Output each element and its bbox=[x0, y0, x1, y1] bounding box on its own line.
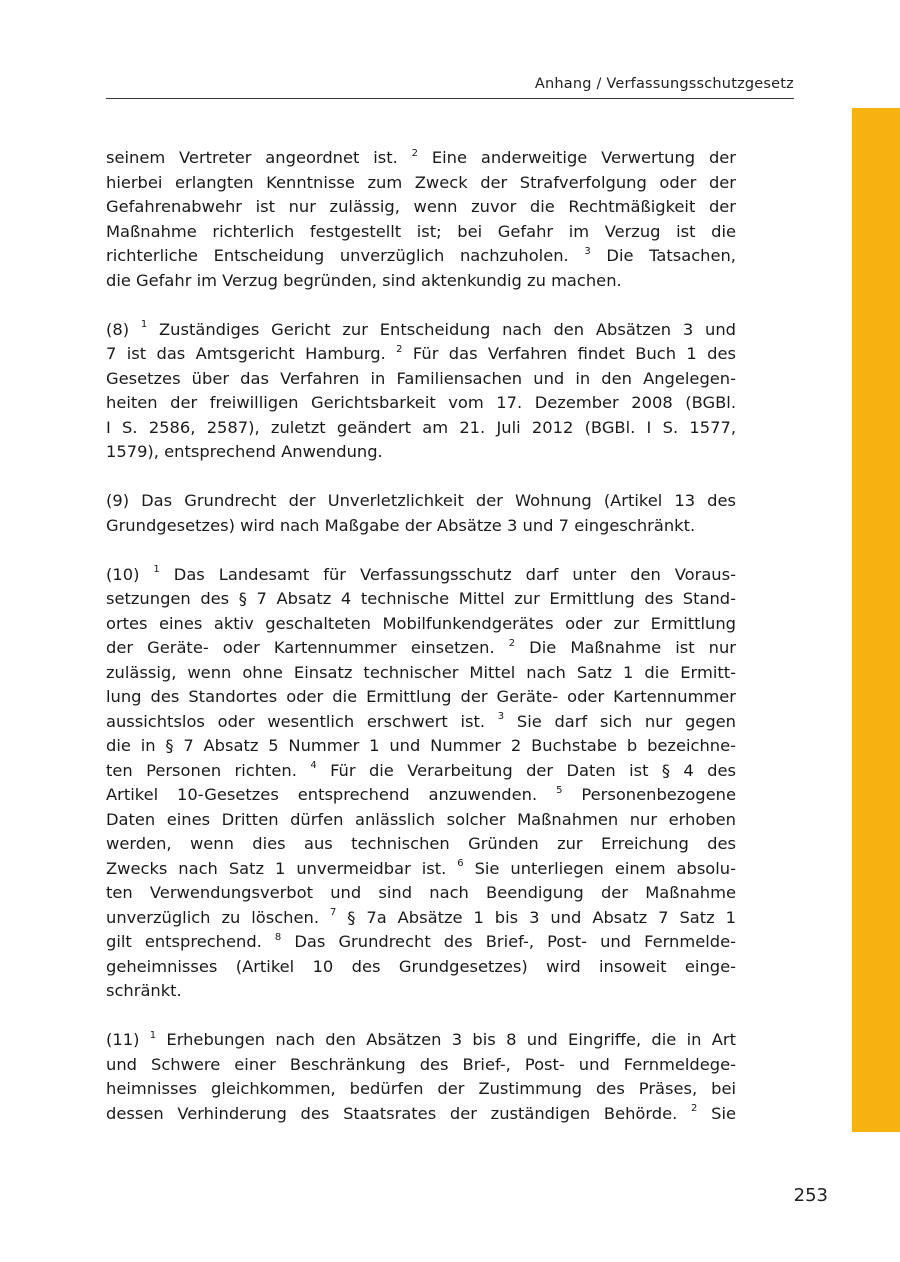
sentence-number: 1 bbox=[140, 319, 148, 331]
text-line: zulässig, wenn ohne Einsatz technischer Mittel nach Satz 1 die Ermitt- bbox=[106, 662, 736, 682]
paragraph-gap bbox=[106, 293, 736, 318]
page-number: 253 bbox=[793, 1185, 828, 1206]
header-rule bbox=[106, 98, 794, 99]
text-line: geheimnisses (Artikel 10 des Grundgesetzes) wird insoweit einge- bbox=[106, 956, 736, 976]
paragraph-abs-11 bbox=[106, 1028, 736, 1126]
sentence-number: 2 bbox=[508, 637, 516, 649]
sentence-number: 4 bbox=[310, 760, 317, 772]
text-line: Gesetzes über das Verfahren in Familiensachen und in den Angelegen- bbox=[106, 368, 736, 388]
text-line: (11) $^1$ Erhebungen nach den Absätzen 3 bis 8 und Eingriffe, die in Art bbox=[106, 1029, 736, 1049]
text-line: lung des Standortes oder die Ermittlung der Geräte- oder Kartennummer bbox=[106, 687, 736, 706]
sentence-number: 3 bbox=[497, 711, 505, 723]
text-line: I S. 2586, 2587), zuletzt geändert am 21. Juli 2012 (BGBl. I S. 1577, bbox=[106, 417, 736, 437]
text-line: Zwecks nach Satz 1 unvermeidbar ist. $^6$ Sie unterliegen einem absolu- bbox=[106, 858, 736, 878]
text-line: werden, wenn dies aus technischen Gründen zur Erreichung des bbox=[106, 834, 736, 853]
sentence-number: 7 bbox=[329, 907, 337, 919]
text-line: aussichtslos oder wesentlich erschwert ist. $^3$ Sie darf sich nur gegen bbox=[106, 711, 736, 731]
text-line: richterliche Entscheidung unverzüglich nachzuholen. $^3$ Die Tatsachen, bbox=[106, 245, 736, 265]
sentence-number: 3 bbox=[584, 245, 591, 257]
text-line: ortes eines aktiv geschalteten Mobilfunkendgerätes oder zur Ermittlung bbox=[106, 613, 736, 633]
text-line: die in § 7 Absatz 5 Nummer 1 und Nummer 2 Buchstabe b bezeichne- bbox=[106, 736, 736, 755]
running-head: Anhang / Verfassungsschutzgesetz bbox=[534, 76, 794, 92]
text-line: die Gefahr im Verzug begründen, sind aktenkundig zu machen. bbox=[106, 270, 622, 290]
text-line: Maßnahme richterlich festgestellt ist; bei Gefahr im Verzug ist die bbox=[106, 221, 736, 241]
sentence-number: 8 bbox=[274, 931, 282, 943]
sentence-number: 2 bbox=[411, 147, 419, 159]
text-line: ten Personen richten. $^4$ Für die Verarbeitung der Daten ist § 4 des bbox=[106, 760, 736, 780]
text-line: ten Verwendungsverbot und sind nach Beendigung der Maßnahme bbox=[106, 883, 736, 902]
paragraph-abs-9 bbox=[106, 489, 736, 538]
text-line: schränkt. bbox=[106, 981, 182, 1000]
text-line: Grundgesetzes) wird nach Maßgabe der Absätze 3 und 7 eingeschränkt. bbox=[106, 515, 696, 535]
text-line: hierbei erlangten Kenntnisse zum Zweck der Strafverfolgung oder der bbox=[106, 172, 736, 192]
text-line: Artikel 10-Gesetzes entsprechend anzuwenden. $^5$ Personenbezogene bbox=[106, 784, 736, 804]
text-line: heiten der freiwilligen Gerichtsbarkeit vom 17. Dezember 2008 (BGBl. bbox=[106, 393, 736, 412]
text-line: (9) Das Grundrecht der Unverletzlichkeit der Wohnung (Artikel 13 des bbox=[106, 491, 736, 510]
sentence-number: 5 bbox=[556, 784, 563, 796]
text-line: unverzüglich zu löschen. $^7$ § 7a Absätze 1 bis 3 und Absatz 7 Satz 1 bbox=[106, 907, 736, 927]
text-line: gilt entsprechend. $^8$ Das Grundrecht des Brief-, Post- und Fernmelde- bbox=[106, 931, 736, 951]
text-line: heimnisses gleichkommen, bedürfen der Zustimmung des Präses, bei bbox=[106, 1079, 736, 1098]
paragraph-gap bbox=[106, 538, 736, 563]
text-line: (8) $^1$ Zuständiges Gericht zur Entscheidung nach den Absätzen 3 und bbox=[106, 319, 736, 339]
text-line: dessen Verhinderung des Staatsrates der zuständigen Behörde. $^2$ Sie bbox=[106, 1103, 736, 1123]
text-line: der Geräte- oder Kartennummer einsetzen. $^2$ Die Maßnahme ist nur bbox=[106, 637, 737, 657]
text-line: 1579), entsprechend Anwendung. bbox=[106, 442, 383, 461]
sentence-number: 1 bbox=[149, 1029, 157, 1041]
sentence-number: 2 bbox=[691, 1103, 698, 1115]
paragraph-gap bbox=[106, 465, 736, 490]
body-text bbox=[106, 146, 736, 1126]
text-line: setzungen des § 7 Absatz 4 technische Mittel zur Ermittlung des Stand- bbox=[106, 589, 736, 608]
paragraph-continuation bbox=[106, 146, 736, 293]
chapter-tab-marker bbox=[852, 108, 900, 1132]
sentence-number: 6 bbox=[457, 858, 464, 870]
text-line: (10) $^1$ Das Landesamt für Verfassungsschutz darf unter den Voraus- bbox=[106, 564, 736, 584]
text-line: Daten eines Dritten dürfen anlässlich solcher Maßnahmen nur erhoben bbox=[106, 809, 736, 829]
paragraph-abs-10 bbox=[106, 563, 736, 1004]
text-line: und Schwere einer Beschränkung des Brief-, Post- und Fernmeldege- bbox=[106, 1054, 736, 1074]
sentence-number: 2 bbox=[396, 343, 403, 355]
paragraph-abs-8 bbox=[106, 318, 736, 465]
text-line: seinem Vertreter angeordnet ist. $^2$ Eine anderweitige Verwertung der bbox=[106, 147, 736, 167]
text-line: Gefahrenabwehr ist nur zulässig, wenn zuvor die Rechtmäßigkeit der bbox=[106, 197, 736, 216]
text-line: 7 ist das Amtsgericht Hamburg. $^2$ Für das Verfahren findet Buch 1 des bbox=[106, 343, 736, 363]
sentence-number: 1 bbox=[153, 564, 160, 576]
paragraph-gap bbox=[106, 1004, 736, 1029]
